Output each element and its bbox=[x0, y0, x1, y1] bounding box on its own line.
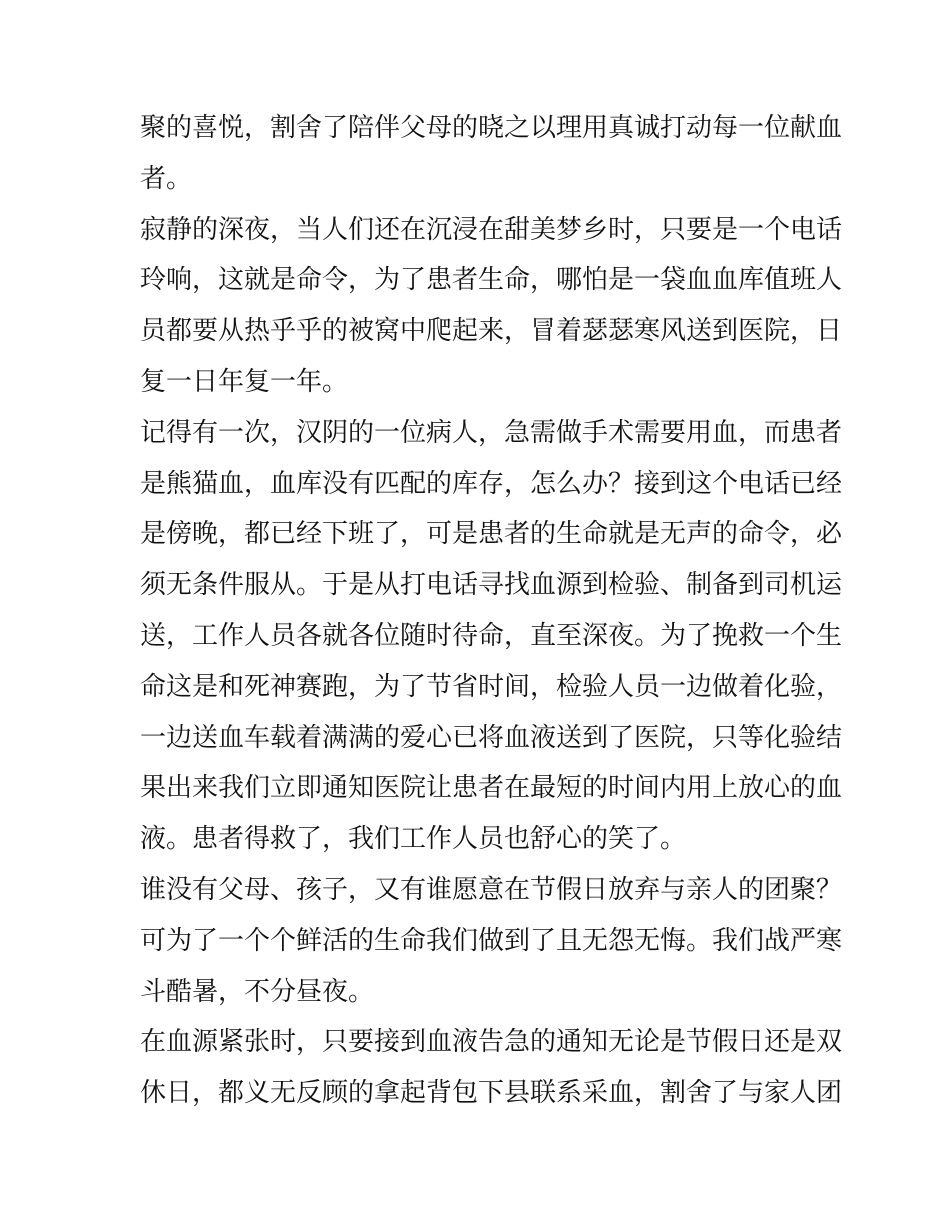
text-line: 一边送血车载着满满的爱心已将血液送到了医院，只等化验结 bbox=[140, 722, 843, 753]
body-text bbox=[140, 103, 843, 1119]
text-line: 玲响，这就是命令，为了患者生命，哪怕是一袋血血库值班人 bbox=[140, 265, 843, 296]
text-line: 是熊猫血，血库没有匹配的库存，怎么办？接到这个电话已经 bbox=[140, 468, 843, 499]
text-line: 送，工作人员各就各位随时待命，直至深夜。为了挽救一个生 bbox=[140, 620, 843, 651]
text-line: 员都要从热乎乎的被窝中爬起来，冒着瑟瑟寒风送到医院，日 bbox=[140, 316, 843, 347]
text-line: 斗酷暑，不分昼夜。 bbox=[140, 976, 375, 1007]
text-line: 谁没有父母、孩子，又有谁愿意在节假日放弃与亲人的团聚？ bbox=[140, 874, 843, 905]
text-line: 可为了一个个鲜活的生命我们做到了且无怨无悔。我们战严寒 bbox=[140, 925, 843, 956]
text-line: 是傍晚，都已经下班了，可是患者的生命就是无声的命令，必 bbox=[140, 519, 843, 550]
text-line: 果出来我们立即通知医院让患者在最短的时间内用上放心的血 bbox=[140, 773, 843, 804]
text-line: 寂静的深夜，当人们还在沉浸在甜美梦乡时，只要是一个电话 bbox=[140, 214, 843, 245]
text-line: 休日，都义无反顾的拿起背包下县联系采血，割舍了与家人团 bbox=[140, 1078, 843, 1109]
text-line: 聚的喜悦，割舍了陪伴父母的晓之以理用真诚打动每一位献血 bbox=[140, 113, 843, 143]
text-line: 在血源紧张时，只要接到血液告急的通知无论是节假日还是双 bbox=[140, 1027, 843, 1058]
text-line: 须无条件服从。于是从打电话寻找血源到检验、制备到司机运 bbox=[140, 570, 843, 601]
text-line: 者。 bbox=[140, 163, 193, 194]
text-line: 记得有一次，汉阴的一位病人，急需做手术需要用血，而患者 bbox=[140, 417, 843, 448]
text-line: 命这是和死神赛跑，为了节省时间，检验人员一边做着化验， bbox=[140, 671, 843, 702]
text-line: 复一日年复一年。 bbox=[140, 366, 349, 397]
text-line: 液。患者得救了，我们工作人员也舒心的笑了。 bbox=[140, 824, 687, 855]
